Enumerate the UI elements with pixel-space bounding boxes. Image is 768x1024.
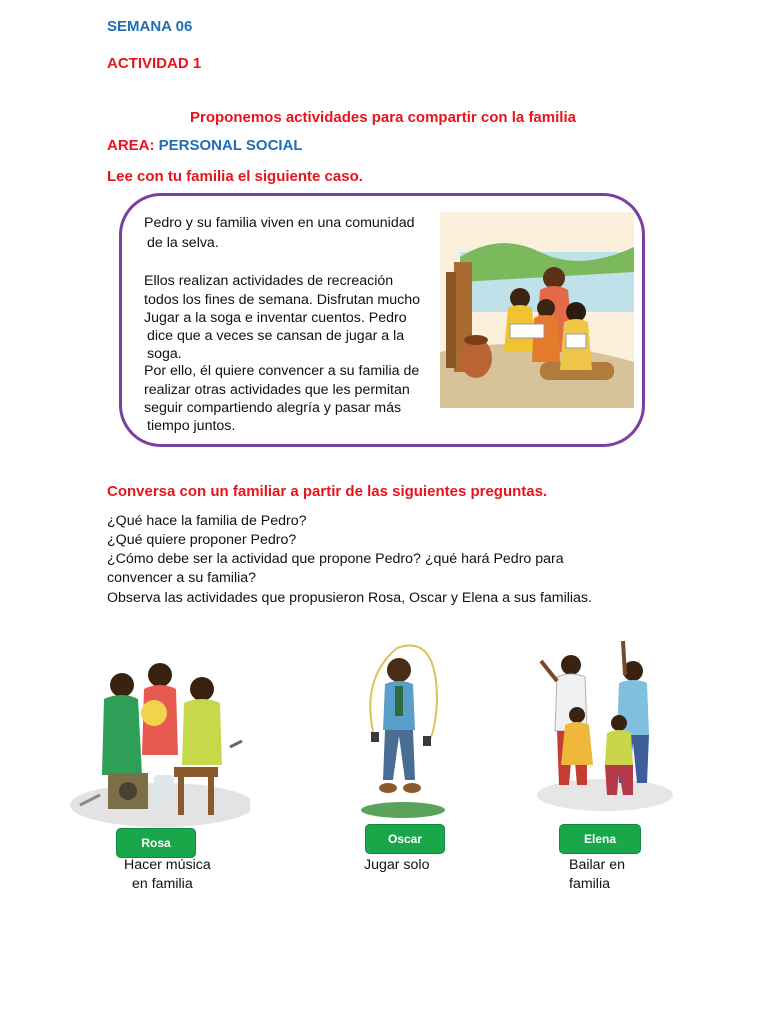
question-line: ¿Qué hace la familia de Pedro?	[107, 513, 307, 529]
area-label: AREA:	[107, 137, 155, 154]
question-line: ¿Cómo debe ser la actividad que propone Pedro? ¿qué hará Pedro para	[107, 551, 564, 567]
question-line: ¿Qué quiere proponer Pedro?	[107, 532, 297, 548]
case-text-line: tiempo juntos.	[147, 418, 236, 434]
case-text-line: de la selva.	[147, 235, 219, 251]
name-badge-oscar: Oscar	[365, 824, 445, 854]
music-family-illustration	[70, 655, 250, 830]
name-badge-elena: Elena	[559, 824, 641, 854]
case-text-line: Por ello, él quiere convencer a su familia de	[144, 363, 420, 379]
family-reading-illustration	[440, 212, 634, 408]
caption-rosa-line2: en familia	[132, 876, 193, 892]
case-text-line: soga.	[147, 346, 182, 362]
case-text-line: todos los fines de semana. Disfrutan mucho	[144, 292, 421, 308]
dancing-family-illustration	[533, 635, 675, 815]
question-line: Observa las actividades que propusieron Rosa, Oscar y Elena a sus familias.	[107, 590, 592, 606]
case-text-line: dice que a veces se cansan de jugar a la	[147, 328, 405, 344]
question-line: convencer a su familia?	[107, 570, 257, 586]
caption-elena-line2: familia	[569, 876, 610, 892]
case-text-line: Pedro y su familia viven en una comunidad	[144, 215, 415, 231]
caption-oscar-line1: Jugar solo	[364, 857, 430, 873]
reading-instruction: Lee con tu familia el siguiente caso.	[107, 168, 363, 185]
activity-label: ACTIVIDAD 1	[107, 55, 202, 72]
case-text-line: Jugar a la soga e inventar cuentos. Pedro	[144, 310, 407, 326]
conversation-heading: Conversa con un familiar a partir de las siguientes preguntas.	[107, 483, 548, 500]
caption-rosa-line1: Hacer música	[124, 857, 211, 873]
case-text-line: Ellos realizan actividades de recreación	[144, 273, 394, 289]
jump-rope-illustration	[355, 640, 455, 820]
case-text-line: realizar otras actividades que les permitan	[144, 382, 410, 398]
page-title: Proponemos actividades para compartir con la familia	[190, 109, 576, 126]
case-text-line: seguir compartiendo alegría y pasar más	[144, 400, 402, 416]
area-line	[107, 137, 303, 154]
caption-elena-line1: Bailar en	[569, 857, 625, 873]
week-label: SEMANA 06	[107, 18, 193, 35]
area-value: PERSONAL SOCIAL	[158, 137, 303, 154]
name-badge-rosa: Rosa	[116, 828, 196, 858]
